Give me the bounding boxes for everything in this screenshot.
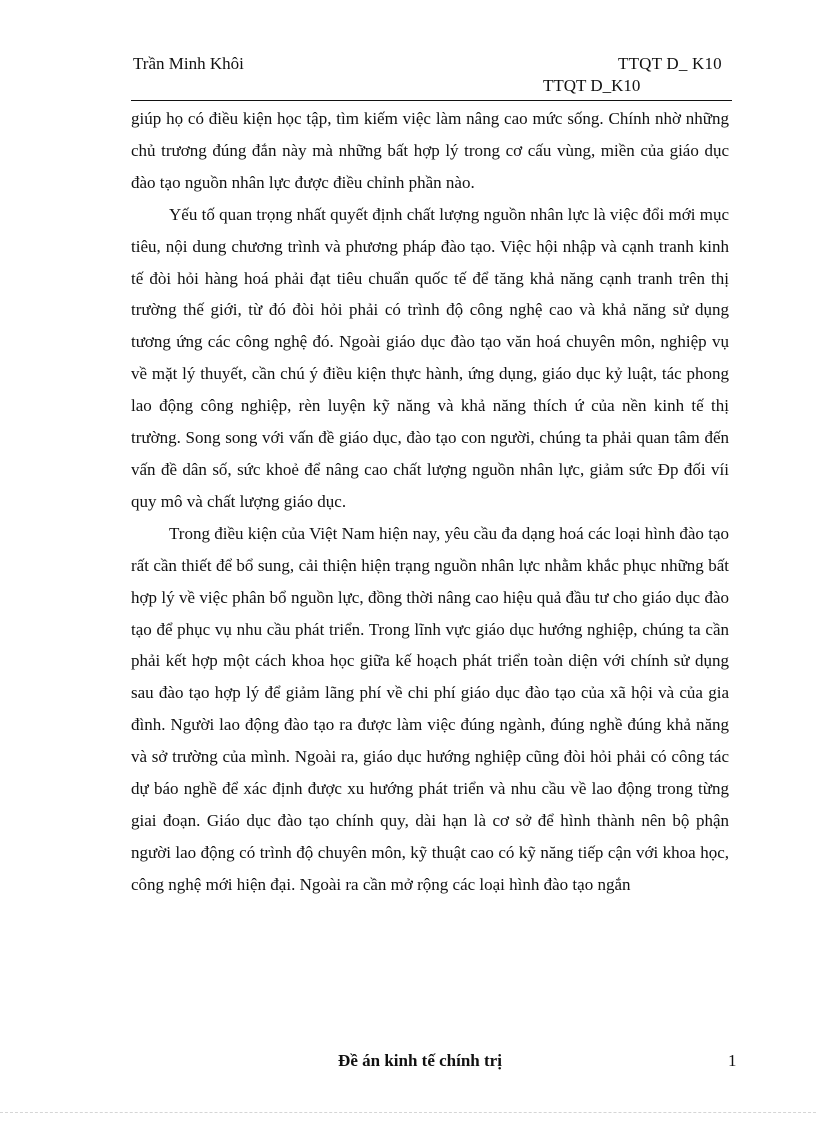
footer-title: Đề án kinh tế chính trị [338, 1051, 502, 1070]
page-number: 1 [728, 1051, 737, 1070]
page-bottom-edge [0, 1112, 816, 1113]
paragraph-continuation: giúp họ có điều kiện học tập, tìm kiếm việc làm nâng cao mức sống. Chính nhờ những chủ trương đúng đắn này mà những bất hợp lý trong cơ cấu vùng, miền của giáo dục đào tạo nguồn nhân lực được điều chỉnh phần nào. [131, 109, 729, 192]
header-divider [131, 100, 732, 101]
document-body [131, 103, 729, 901]
header-author: Trần Minh Khôi [133, 54, 244, 73]
header-class-code: TTQT D_ K10 [618, 54, 722, 73]
paragraph: Yếu tố quan trọng nhất quyết định chất lượng nguồn nhân lực là việc đổi mới mục tiêu, nội dung chương trình và phương pháp đào tạo. Việc hội nhập và cạnh tranh kinh tế đòi hỏi hàng hoá phải đạt tiêu chuẩn quốc tế để tăng khả năng cạnh tranh trên thị trường thế giới, từ đó đòi hỏi phải có trình độ công nghệ cao và khả năng sử dụng tương ứng các công nghệ đó. Ngoài giáo dục đào tạo văn hoá chuyên môn, nghiệp vụ về mặt lý thuyết, cần chú ý điều kiện thực hành, ứng dụng, giáo dục kỷ luật, tác phong lao động công nghiệp, rèn luyện kỹ năng và khả năng thích ứ của nền kinh tế thị trường. Song song với vấn đề giáo dục, đào tạo con người, chúng ta phải quan tâm đến vấn đề dân số, sức khoẻ để nâng cao chất lượng nguồn nhân lực, giảm sức Ðp đối víi quy mô và chất lượng giáo dục. [131, 204, 729, 511]
header-class-code-secondary: TTQT D_K10 [543, 76, 641, 95]
paragraph: Trong điều kiện của Việt Nam hiện nay, yêu cầu đa dạng hoá các loại hình đào tạo rất cần thiết để bổ sung, cải thiện hiện trạng nguồn nhân lực nhằm khắc phục những bất hợp lý về việc phân bổ nguồn lực, đồng thời nâng cao hiệu quả đầu tư cho giáo dục đào tạo để phục vụ nhu cầu phát triển. Trong lĩnh vực giáo dục hướng nghiệp, chúng ta cần phải kết hợp một cách khoa học giữa kế hoạch phát triển toàn diện với chính sử dụng sau đào tạo hợp lý để giảm lãng phí về chi phí giáo dục đào tạo của xã hội và của gia đình. Người lao động đào tạo ra được làm việc đúng ngành, đúng nghề đúng khả năng và sở trường của mình. Ngoài ra, giáo dục hướng nghiệp cũng đòi hỏi phải có công tác dự báo nghề để xác định được xu hướng phát triển và nhu cầu về lao động trong từng giai đoạn. Giáo dục đào tạo chính quy, dài hạn là cơ sở để hình thành nên bộ phận người lao động có trình độ chuyên môn, kỹ thuật cao có kỹ năng tiếp cận với khoa học, công nghệ mới hiện đại. Ngoài ra cần mở rộng các loại hình đào tạo ngắn [131, 523, 729, 894]
